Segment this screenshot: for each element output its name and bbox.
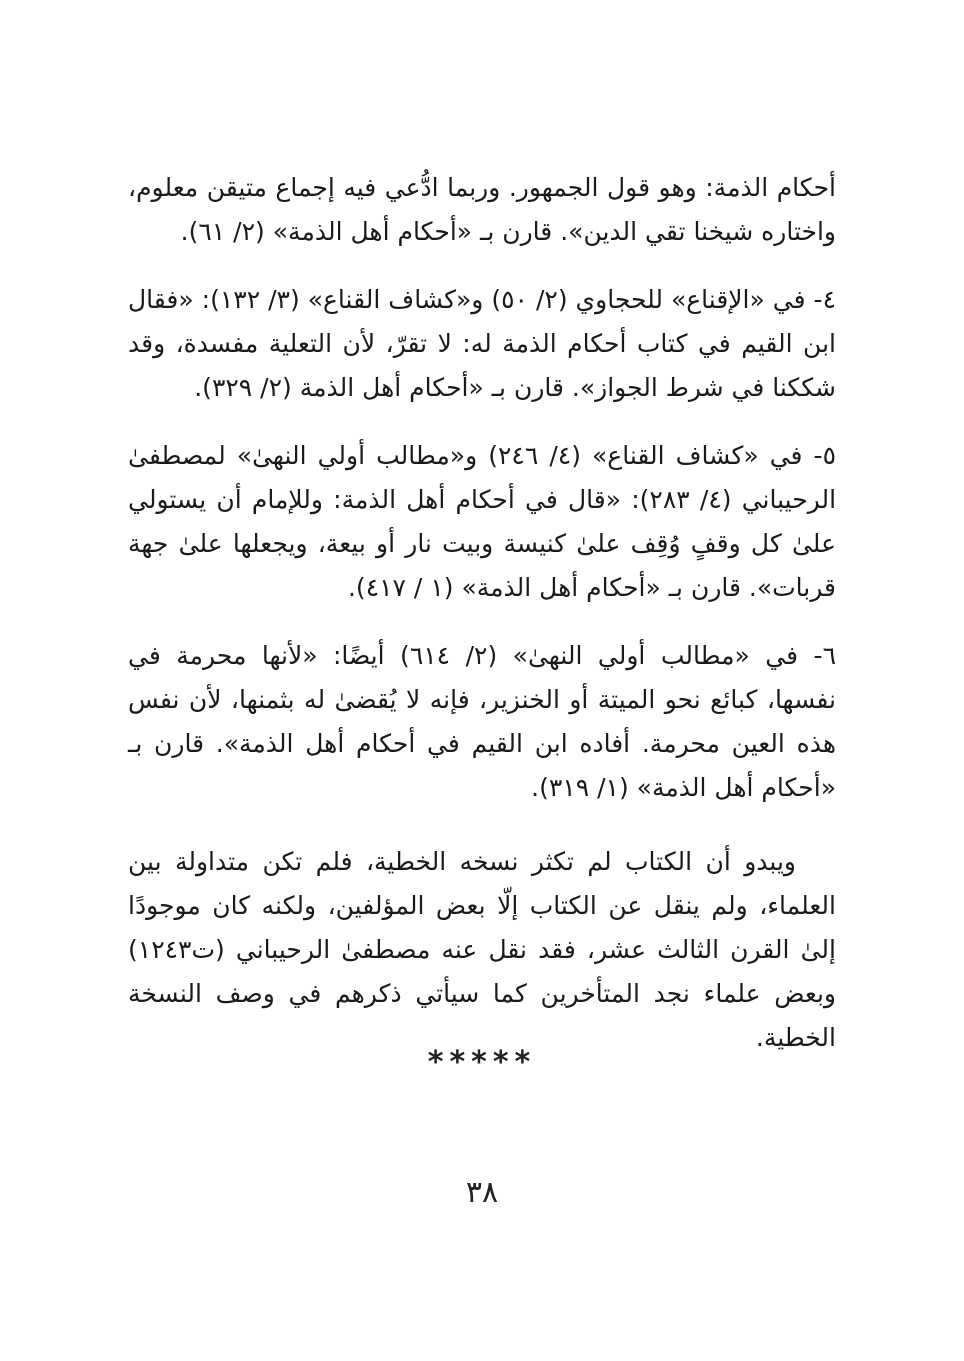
page-number: ٣٨ <box>465 1175 499 1210</box>
paragraph-item-4: ٤- في «الإقناع» للحجاوي (٢/ ٥٠) و«كشاف القناع» (٣/ ١٣٢): «فقال ابن القيم في كتاب أحكام الذمة له: لا تقرّ، لأن التعلية مفسدة، وقد شككنا في شرط الجواز». قارن بـ «أحكام أهل الذمة (٢/ ٣٢٩). <box>128 285 836 402</box>
paragraph-item-5: ٥- في «كشاف القناع» (٤/ ٢٤٦) و«مطالب أولي النهىٰ» لمصطفىٰ الرحيباني (٤/ ٢٨٣): «قال في أحكام أهل الذمة: وللإمام أن يستولي علىٰ كل وقفٍ وُقِف علىٰ كنيسة وبيت نار أو بيعة، ويجعلها علىٰ جهة قربات». قارن بـ «أحكام أهل الذمة» (١ / ٤١٧). <box>128 441 837 602</box>
section-separator: ***** <box>427 1045 537 1080</box>
paragraph-continuation: أحكام الذمة: وهو قول الجمهور. وربما ادُّعي فيه إجماع متيقن معلوم، واختاره شيخنا تقي الدين». قارن بـ «أحكام أهل الذمة» (٢/ ٦١). <box>128 173 836 246</box>
paragraph-item-6: ٦- في «مطالب أولي النهىٰ» (٢/ ٦١٤) أيضًا: «لأنها محرمة في نفسها، كبائع نحو الميتة أو الخنزير، فإنه لا يُقضىٰ له بثمنها، لأن نفس هذه العين محرمة. أفاده ابن القيم في أحكام أهل الذمة». قارن بـ «أحكام أهل الذمة» (١/ ٣١٩). <box>128 641 836 802</box>
paragraph-closing: ويبدو أن الكتاب لم تكثر نسخه الخطية، فلم تكن متداولة بين العلماء، ولم ينقل عن الكتاب إلّا بعض المؤلفين، ولكنه كان موجودًا إلىٰ القرن الثالث عشر، فقد نقل عنه مصطفىٰ الرحيباني (ت١٢٤٣) وبعض علماء نجد المتأخرين كما سيأتي ذكرهم في وصف النسخة الخطية. <box>128 847 836 1052</box>
